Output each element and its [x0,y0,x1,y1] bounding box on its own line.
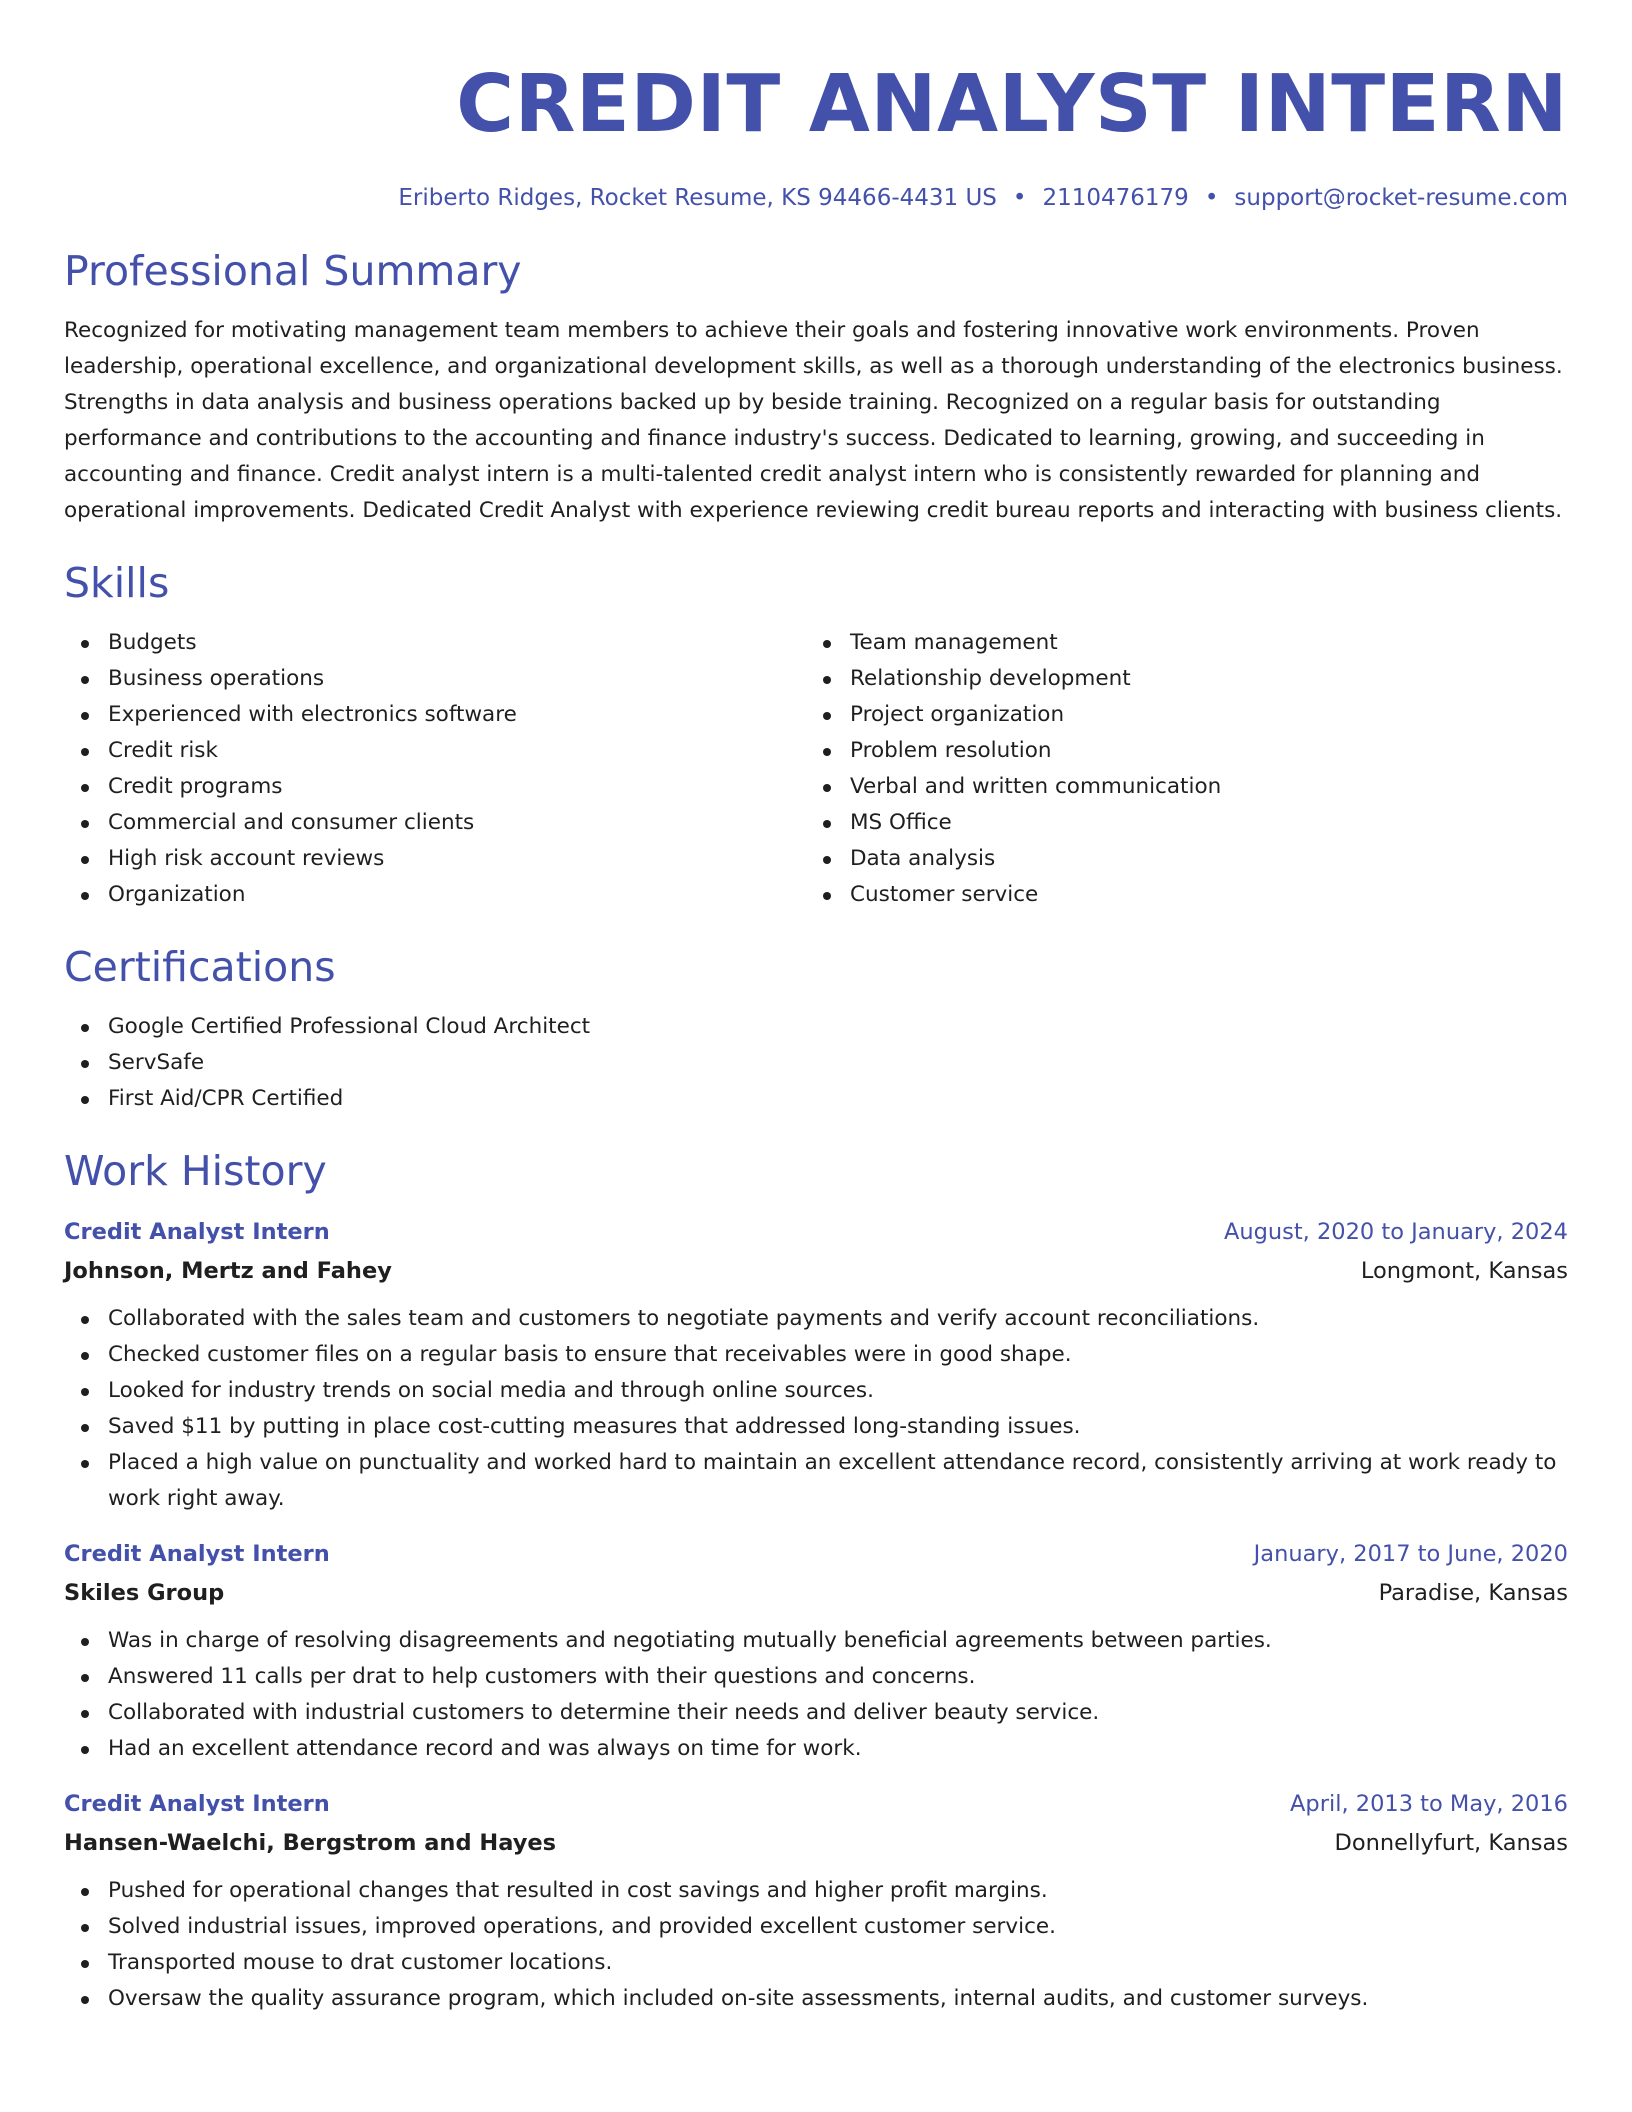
job-location: Paradise, Kansas [1378,1580,1568,1606]
skill-item: Commercial and consumer clients [64,805,806,841]
job-entry [64,1213,1568,1517]
job-title: Credit Analyst Intern [64,1791,330,1817]
certifications-list [64,1009,1568,1117]
job-duties [64,1623,1568,1767]
job-location: Donnellyfurt, Kansas [1334,1830,1568,1856]
email: support@rocket-resume.com [1234,185,1568,211]
skills-list [64,625,1568,913]
job-duty: Transported mouse to drat customer locations. [64,1945,1568,1981]
skill-item: Business operations [64,661,806,697]
candidate-name: CREDIT ANALYST INTERN [456,58,1568,150]
skill-item: High risk account reviews [64,841,806,877]
skill-item: Credit programs [64,769,806,805]
job-duties [64,1873,1568,2017]
skill-item: Verbal and written communication [806,769,1568,805]
job-duty: Pushed for operational changes that resulted in cost savings and higher profit margins. [64,1873,1568,1909]
work-history-heading: Work History [64,1147,327,1195]
job-duty: Oversaw the quality assurance program, which included on-site assessments, internal audits, and customer surveys. [64,1981,1568,2017]
skill-item: Problem resolution [806,733,1568,769]
job-duty: Looked for industry trends on social media and through online sources. [64,1373,1568,1409]
skill-item: Experienced with electronics software [64,697,806,733]
address: Eriberto Ridges, Rocket Resume, KS 94466-4431 US [398,185,997,211]
job-duty: Placed a high value on punctuality and worked hard to maintain an excellent attendance record, consistently arriving at work ready to work right away. [64,1445,1568,1517]
contact-line [64,181,1568,215]
certifications-heading: Certifications [64,943,336,991]
skill-item: Customer service [806,877,1568,913]
certification-item: ServSafe [64,1045,1568,1081]
skill-item: Team management [806,625,1568,661]
summary-text: Recognized for motivating management team members to achieve their goals and fostering innovative work environments. Proven leadership, operational excellence, and organizational development skills, as well as a thorough understanding of the electronics business. Strengths in data analysis and business operations backed up by beside training. Recognized on a regular basis for outstanding performance and contributions to the accounting and finance industry's success. Dedicated to learning, growing, and succeeding in accounting and finance. Credit analyst intern is a multi-talented credit analyst intern who is consistently rewarded for planning and operational improvements. Dedicated Credit Analyst with experience reviewing credit bureau reports and interacting with business clients. [64,318,1563,523]
job-title: Credit Analyst Intern [64,1541,330,1567]
job-duties [64,1301,1568,1517]
contact-separator: • [1012,185,1027,211]
job-company: Skiles Group [64,1580,225,1606]
job-duty: Had an excellent attendance record and was always on time for work. [64,1731,1568,1767]
skill-item: Organization [64,877,806,913]
job-company: Johnson, Mertz and Fahey [64,1258,392,1284]
certification-item: First Aid/CPR Certified [64,1081,1568,1117]
job-duty: Answered 11 calls per drat to help customers with their questions and concerns. [64,1659,1568,1695]
job-duty: Saved $11 by putting in place cost-cutting measures that addressed long-standing issues. [64,1409,1568,1445]
job-company: Hansen-Waelchi, Bergstrom and Hayes [64,1830,557,1856]
contact-separator: • [1204,185,1219,211]
job-duty: Checked customer files on a regular basis to ensure that receivables were in good shape. [64,1337,1568,1373]
job-duty: Collaborated with industrial customers to determine their needs and deliver beauty service. [64,1695,1568,1731]
job-entry [64,1785,1568,2017]
certification-item: Google Certified Professional Cloud Architect [64,1009,1568,1045]
job-dates: January, 2017 to June, 2020 [1253,1541,1568,1567]
job-entry [64,1535,1568,1767]
job-duty: Was in charge of resolving disagreements and negotiating mutually beneficial agreements between parties. [64,1623,1568,1659]
job-duty: Collaborated with the sales team and customers to negotiate payments and verify account reconciliations. [64,1301,1568,1337]
skill-item: Data analysis [806,841,1568,877]
skill-item: Credit risk [64,733,806,769]
job-dates: April, 2013 to May, 2016 [1290,1791,1568,1817]
skill-item: Relationship development [806,661,1568,697]
job-title: Credit Analyst Intern [64,1219,330,1245]
job-location: Longmont, Kansas [1360,1258,1568,1284]
skill-item: MS Office [806,805,1568,841]
skills-heading: Skills [64,559,170,607]
summary-heading: Professional Summary [64,247,522,295]
skill-item: Project organization [806,697,1568,733]
job-dates: August, 2020 to January, 2024 [1223,1219,1568,1245]
phone: 2110476179 [1042,185,1189,211]
job-duty: Solved industrial issues, improved operations, and provided excellent customer service. [64,1909,1568,1945]
skills-column-right [806,625,1568,913]
skill-item: Budgets [64,625,806,661]
skills-column-left [64,625,806,913]
